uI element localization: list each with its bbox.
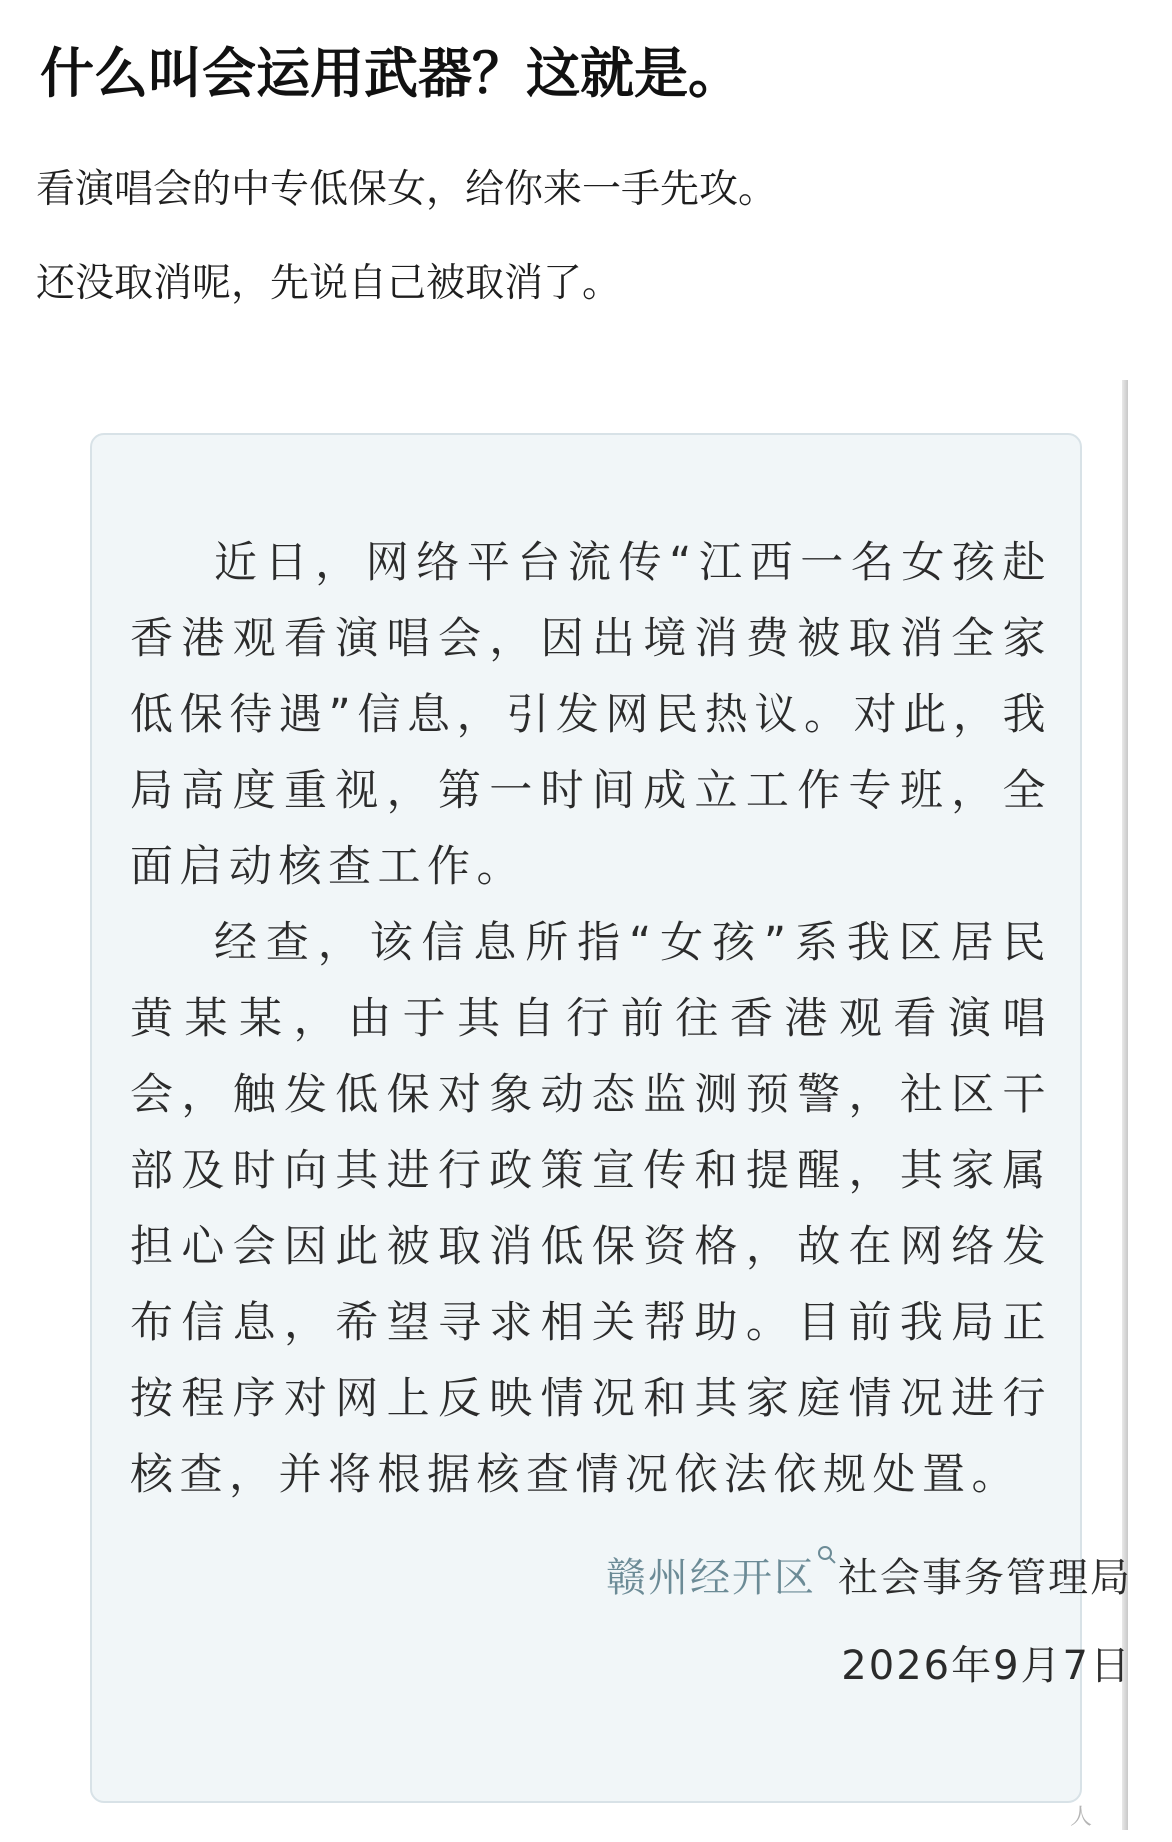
watermark: 人 [1070, 1805, 1093, 1830]
post-title: 什么叫会运用武器？这就是。 [40, 42, 742, 105]
notice-paragraph: 经查，该信息所指“女孩”系我区居民黄某某，由于其自行前往香港观看演唱会，触发低保对象动态监测预警，社区干部及时向其进行政策宣传和提醒，其家属担心会因此被取消低保资格，故在网络发布信息，希望寻求相关帮助。目前我局正按程序对网上反映情况和其家庭情况进行核查，并将根据核查情况依法依规处置。 [130, 918, 1052, 1500]
org-suffix: 社会事务管理局 [838, 1555, 1132, 1601]
search-icon[interactable] [816, 1544, 838, 1566]
notice-paragraph: 近日，网络平台流传“江西一名女孩赴香港观看演唱会，因出境消费被取消全家低保待遇”信息，引发网民热议。对此，我局高度重视，第一时间成立工作专班，全面启动核查工作。 [130, 538, 1052, 892]
notice-signature-org [606, 1548, 1132, 1608]
image-shadow-edge [1122, 380, 1128, 1830]
org-search-link[interactable]: 赣州经开区 [606, 1555, 816, 1601]
post-text-line: 看演唱会的中专低保女，给你来一手先攻。 [36, 167, 778, 212]
notice-signature-date: 2026年9月7日 [841, 1643, 1132, 1689]
notice-body [130, 525, 1052, 1513]
post-text-line: 还没取消呢，先说自己被取消了。 [36, 261, 622, 306]
